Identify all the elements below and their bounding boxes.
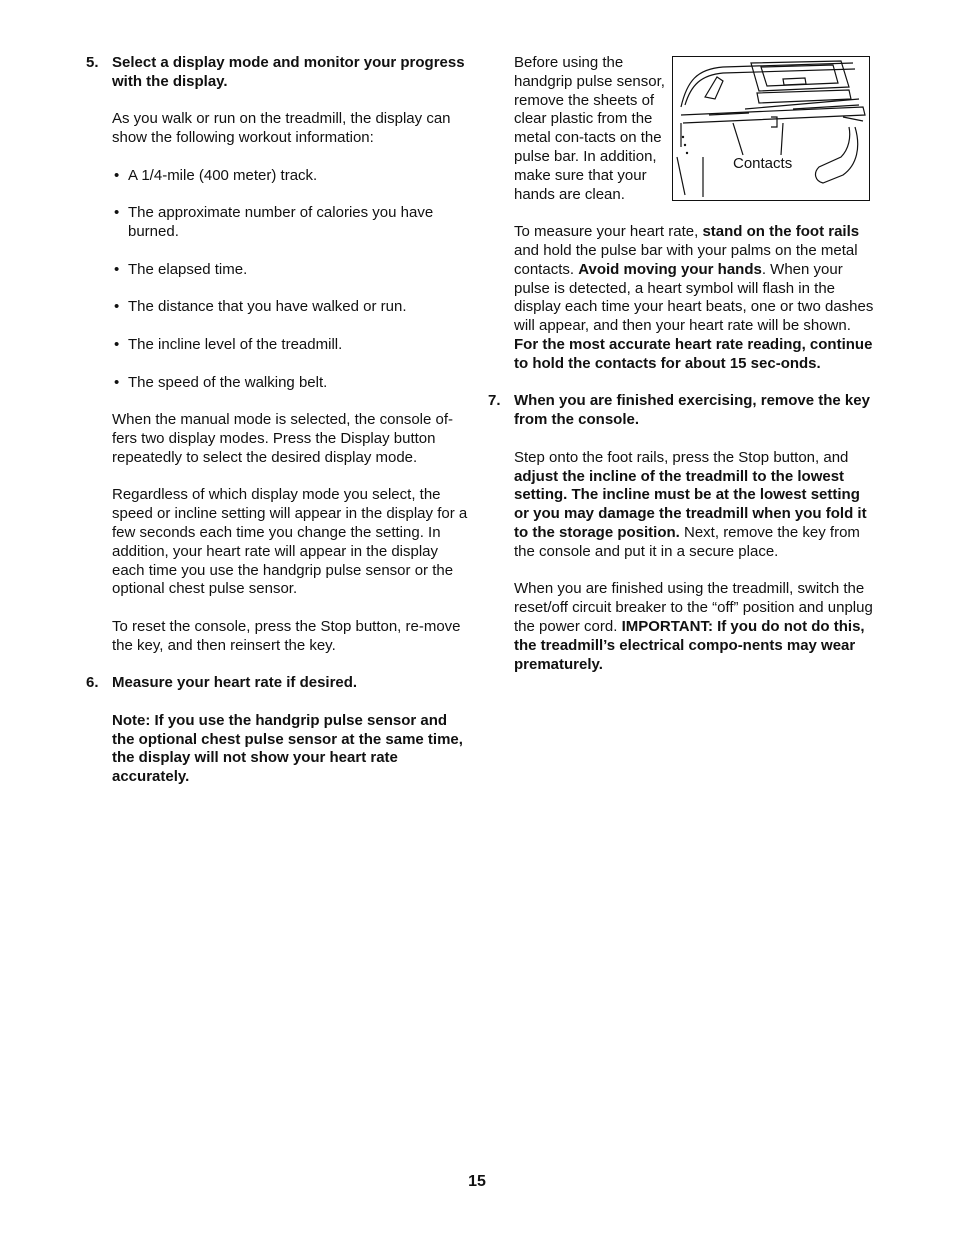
workout-info-list [112, 167, 470, 393]
paragraph: When you are finished using the treadmill, switch the reset/off circuit breaker to the “off” position and unplug the power cord. IMPORTANT: If you do not do this, the treadmill’s electrical compo-nents may wear prematurely. [514, 580, 873, 673]
list-item: • The speed of the walking belt. [114, 373, 328, 391]
paragraph: To reset the console, press the Stop button, re-move the key, and then reinsert the key. [112, 617, 461, 654]
contacts-label: Contacts [733, 155, 793, 172]
step-number: 5. [86, 54, 99, 71]
step-title: Measure your heart rate if desired. [112, 674, 358, 692]
left-column [86, 54, 470, 806]
paragraph: Regardless of which display mode you select, the speed or incline setting will appear in the display for a few seconds each time you change the setting. In addition, your heart rate will appear in the display each time you use the handgrip pulse sensor or the optional chest pulse sensor. [112, 486, 468, 598]
list-item: • The distance that you have walked or run. [114, 298, 407, 316]
step-7 [488, 392, 874, 674]
measure-paragraph: To measure your heart rate, stand on the foot rails and hold the pulse bar with your palms on the metal contacts. Avoid moving your hands. When your pulse is detected, a heart symbol will flash in the display each time your heart beats, one or two dashes will appear, and then your heart rate will be shown. For the most accurate heart rate reading, continue to hold the contacts for about 15 sec-onds. [514, 223, 874, 372]
step-number: 6. [86, 674, 99, 692]
pulse-bar-figure [672, 56, 870, 201]
step-title: When you are finished exercising, remove the key from the console. [514, 392, 870, 429]
paragraph: As you walk or run on the treadmill, the display can show the following workout information: [112, 110, 451, 147]
step-title: Select a display mode and monitor your progress with the display. [112, 54, 465, 90]
list-item: • The elapsed time. [114, 260, 248, 278]
paragraph: Step onto the foot rails, press the Stop button, and adjust the incline of the treadmill to the lowest setting. The incline must be at the lowest setting or you may damage the treadmill when you fold it to the storage position. Next, remove the key from the console and put it in a secure place. [514, 448, 867, 560]
list-item: • A 1/4-mile (400 meter) track. [114, 166, 318, 184]
step-5 [86, 54, 470, 656]
page-number: 15 [468, 1173, 486, 1190]
note: Note: If you use the handgrip pulse sensor and the optional chest pulse sensor at the same time, the display will not show your heart rate accurately. [112, 711, 463, 786]
paragraph: When the manual mode is selected, the console of-fers two display modes. Press the Display button repeatedly to select the desired display mode. [112, 411, 454, 466]
step-6-continued [488, 54, 874, 374]
paragraph: Before using the handgrip pulse sensor, remove the sheets of clear plastic from the metal con-tacts on the pulse bar. In addition, make sure that your hands are clean. [514, 54, 665, 203]
right-column [488, 54, 874, 693]
console-illustration [673, 57, 869, 200]
pulse-sensor-section [514, 54, 874, 204]
list-item: • The incline level of the treadmill. [114, 335, 343, 353]
step-number: 7. [488, 392, 501, 410]
list-item: • The approximate number of calories you have burned. [114, 204, 434, 241]
step-6 [86, 674, 470, 787]
